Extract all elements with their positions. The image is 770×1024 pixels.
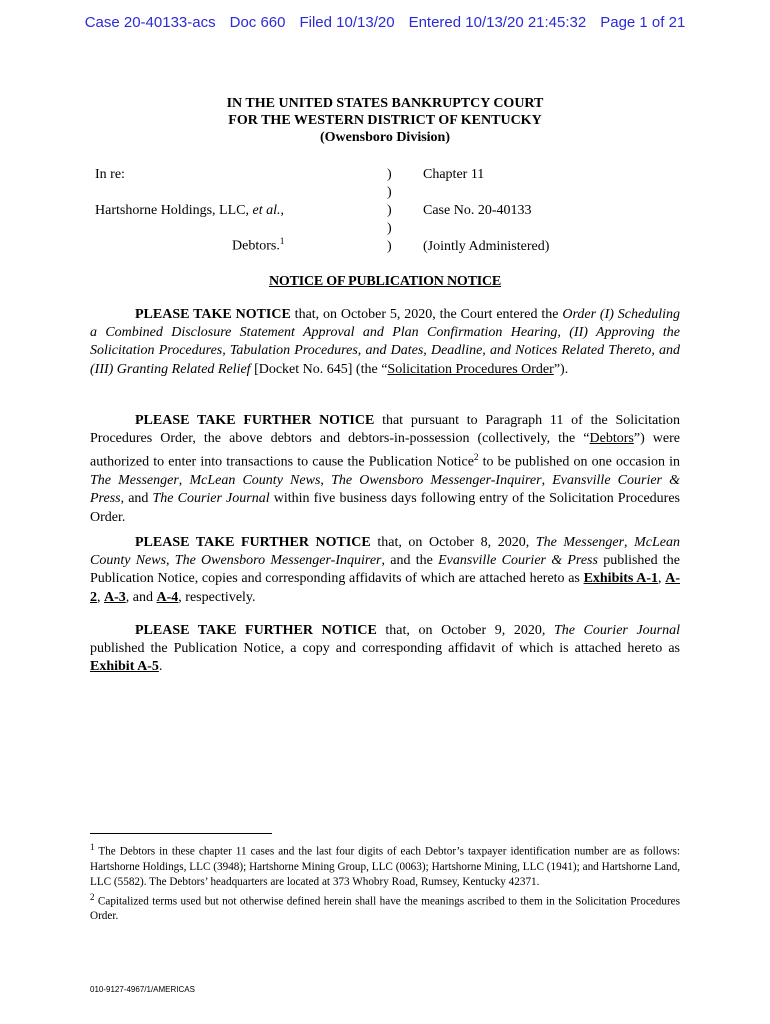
p1-text-2: [Docket No. 645] (the “ [250,361,388,377]
p4-text-3: . [158,659,163,675]
footnote-2 [90,890,680,925]
stamp-page: Page 1 of 21 [600,14,686,31]
caption-in-re: In re: [95,167,125,182]
footnote-1 [90,840,680,890]
footnote-1-text: The Debtors in these chapter 11 cases and the last four digits of each Debtor’s taxpayer identification number are as follows: Hartshorne Holdings, LLC (3948); Hartshorne Mining Group, LLC (0063); Hartshorne Mining, LLC (1941); and Hartshorne Land, LLC (5582). The Debtors’ headquarters are located at 373 Whobry Road, Rumsey, Kentucky 42371. [90,845,680,888]
caption-paren: ) [387,167,392,182]
stamp-entered: Entered 10/13/20 21:45:32 [408,14,587,31]
stamp-case: Case 20-40133-acs [84,14,216,31]
court-line-3: (Owensboro Division) [319,130,451,145]
stamp-filed: Filed 10/13/20 [299,14,395,31]
p4-publication: The Courier Journal [553,623,681,638]
p2-publication: The Messenger [90,473,179,489]
p1-defined-term: Solicitation Procedures Order [387,361,554,377]
ecf-stamp [60,14,710,31]
p2-publication: The Courier Journal [152,491,270,507]
p2-lead: PLEASE TAKE FURTHER NOTICE [135,413,375,428]
exhibit-a2: A-2 [90,571,680,605]
p3-sep: , [624,535,635,550]
court-heading [0,95,770,146]
p4-text-1: that, on October 9, 2020, [376,623,554,638]
caption-paren: ) [387,203,392,218]
document-id-footer: 010-9127-4967/1/AMERICAS [90,985,195,994]
p3-publication: The Owensboro Messenger-Inquirer [174,553,382,569]
p2-text-3: to be published on one occasion in [478,455,680,471]
p2-publication: McLean County News [189,473,321,489]
caption-debtor-name [95,202,284,219]
p1-text-1: that, on October 5, 2020, the Court entered the [290,307,563,322]
p1-order-title: Order (I) Scheduling a Combined Disclosure Statement Approval and Plan Confirmation Hearing, (II) Approving the Solicitation Procedures, Tabulation Procedures, and Dates, Deadline, and Notices Related Thereto, and (III) Granting Related Relief [90,307,680,377]
caption-paren: ) [387,185,392,200]
p3-text-1: that, on October 8, 2020, [370,535,536,550]
p3-sep: , [97,589,104,605]
paragraph-4 [90,622,680,677]
p4-text-2: published the Publication Notice, a copy and corresponding affidavit of which is attached hereto as [90,641,680,657]
p3-publication: Evansville Courier & Press [438,553,598,569]
p3-text-3: , respectively. [178,589,256,605]
footnote-2-text: Capitalized terms used but not otherwise defined herein shall have the meanings ascribed to them in the Solicitation Procedures Order. [90,895,680,923]
p2-publication: Evansville Courier & Press [90,473,681,507]
p4-lead: PLEASE TAKE FURTHER NOTICE [135,623,377,638]
document-title: NOTICE OF PUBLICATION NOTICE [268,274,502,289]
stamp-doc: Doc 660 [229,14,286,31]
p3-publication: McLean County News [90,535,680,569]
p2-text-4: within five business days following entry of the Solicitation Procedures Order. [90,491,680,525]
p2-publication: The Owensboro Messenger-Inquirer [331,473,542,489]
caption-case-no: Case No. 20-40133 [423,203,532,218]
p3-text-2: published the Publication Notice, copies and corresponding affidavits of which are attached hereto as [90,553,680,587]
p2-sep: , [541,473,553,489]
debtor-name-text: Hartshorne Holdings, LLC, [95,203,253,218]
p2-sep: , and [120,491,153,507]
caption-paren: ) [387,221,392,236]
p3-publication: The Messenger [535,535,625,550]
footnote-2-number: 2 [90,891,95,902]
p2-text-1: that pursuant to Paragraph 11 of the Solicitation Procedures Order, the above debtors and debtors-in-possession (collectively, the “ [90,413,680,447]
footnote-1-number: 1 [90,842,95,852]
debtor-comma: , [280,203,284,218]
footnote-ref-2: 2 [473,452,479,463]
p1-text-3: ”). [553,361,569,377]
exhibit-a1: Exhibits A-1 [583,571,659,587]
p3-sep: , and the [381,553,439,569]
p3-sep: , [658,571,666,587]
caption-chapter: Chapter 11 [423,167,485,182]
p3-lead: PLEASE TAKE FURTHER NOTICE [135,535,371,550]
exhibit-a4: A-4 [156,589,179,605]
p3-sep: , [166,553,175,569]
debtors-label: Debtors. [232,238,280,254]
p2-text-2: ”) were authorized to enter into transactions to cause the Publication Notice [90,431,680,471]
exhibit-a5: Exhibit A-5 [90,659,159,675]
p3-sep: , and [125,589,157,605]
p2-sep: , [178,473,190,489]
p2-defined-term: Debtors [589,431,634,447]
p1-lead: PLEASE TAKE NOTICE [135,307,291,322]
paragraph-2 [90,412,680,527]
court-line-2: FOR THE WESTERN DISTRICT OF KENTUCKY [228,113,542,128]
footnote-ref-1: 1 [279,236,285,246]
et-al-text: et al. [252,203,281,218]
caption-jointly: (Jointly Administered) [423,239,550,254]
caption-debtors [232,233,284,255]
footnotes [90,840,680,924]
p2-sep: , [320,473,332,489]
exhibit-a3: A-3 [104,589,126,605]
paragraph-1 [90,306,680,379]
caption-paren: ) [387,239,392,254]
paragraph-3 [90,534,680,607]
footnote-divider [90,833,272,834]
court-line-1: IN THE UNITED STATES BANKRUPTCY COURT [226,96,544,111]
